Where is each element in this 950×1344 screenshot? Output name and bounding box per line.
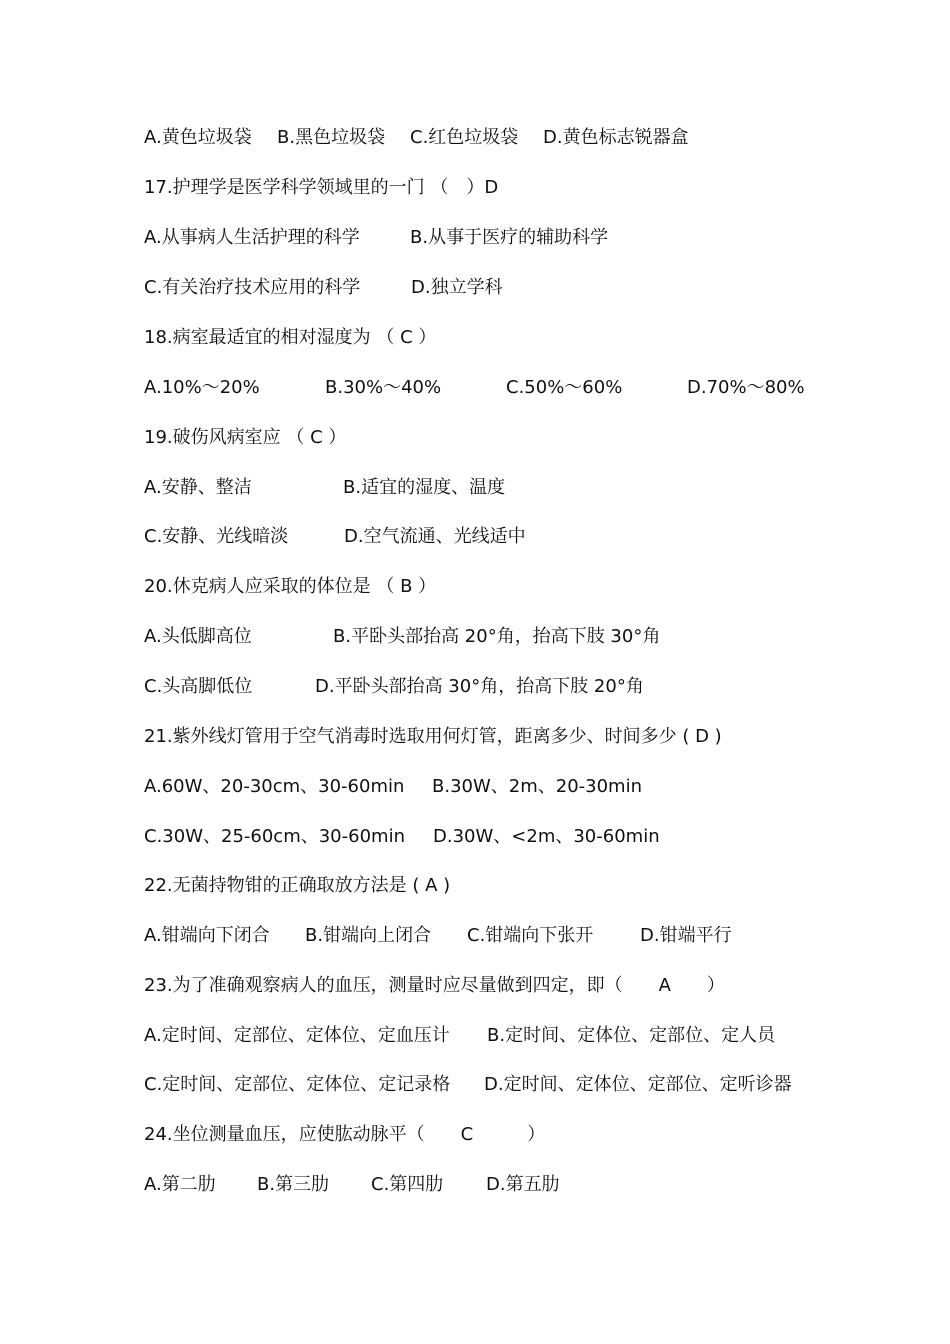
- option-b: B.定时间、定体位、定部位、定人员: [487, 1025, 776, 1046]
- option-a: A.第二肋: [144, 1174, 216, 1195]
- option-b: B.适宜的湿度、温度: [343, 477, 506, 498]
- option-a: A.头低脚高位: [144, 626, 252, 647]
- option-d: D.独立学科: [411, 277, 503, 298]
- question-text: 21.紫外线灯管用于空气消毒时选取用何灯管，距离多少、时间多少 ( D ): [144, 726, 722, 747]
- option-c: C.定时间、定部位、定体位、定记录格: [144, 1074, 451, 1095]
- option-c: C.第四肋: [371, 1174, 444, 1195]
- option-d: D.30W、<2m、30-60min: [433, 826, 660, 847]
- question-text: 19.破伤风病室应 （ C ）: [144, 427, 347, 448]
- option-b: B.从事于医疗的辅助科学: [410, 227, 609, 248]
- option-c: C.有关治疗技术应用的科学: [144, 277, 361, 298]
- option-b: B.第三肋: [257, 1174, 330, 1195]
- option-c: C.头高脚低位: [144, 676, 253, 697]
- option-a: A.10%～20%: [144, 377, 260, 398]
- option-c: C.50%～60%: [506, 377, 623, 398]
- option-a: A.从事病人生活护理的科学: [144, 227, 360, 248]
- option-a: A.安静、整洁: [144, 477, 252, 498]
- option-d: D.平卧头部抬高 30°角，抬高下肢 20°角: [315, 676, 644, 697]
- question-text: 22.无菌持物钳的正确取放方法是 ( A ): [144, 875, 451, 896]
- option-d: D.70%～80%: [687, 377, 805, 398]
- question-text: 23.为了准确观察病人的血压，测量时应尽量做到四定，即（ A ）: [144, 975, 725, 996]
- option-a: A.黄色垃圾袋: [144, 127, 252, 148]
- option-c: C.30W、25-60cm、30-60min: [144, 826, 405, 847]
- question-text: 24.坐位测量血压，应使肱动脉平（ C ）: [144, 1124, 546, 1145]
- question-text: 18.病室最适宜的相对湿度为 （ C ）: [144, 327, 437, 348]
- option-a: A.定时间、定部位、定体位、定血压计: [144, 1025, 450, 1046]
- option-b: B.黑色垃圾袋: [277, 127, 386, 148]
- option-d: D.钳端平行: [640, 925, 732, 946]
- option-d: D.定时间、定体位、定部位、定听诊器: [484, 1074, 792, 1095]
- option-b: B.30%～40%: [325, 377, 442, 398]
- option-a: A.60W、20-30cm、30-60min: [144, 776, 405, 797]
- option-b: B.钳端向上闭合: [305, 925, 432, 946]
- option-d: D.空气流通、光线适中: [344, 526, 526, 547]
- option-b: B.平卧头部抬高 20°角，抬高下肢 30°角: [333, 626, 661, 647]
- option-a: A.钳端向下闭合: [144, 925, 270, 946]
- option-c: C.钳端向下张开: [467, 925, 594, 946]
- option-d: D.第五肋: [486, 1174, 560, 1195]
- question-text: 20.休克病人应采取的体位是 （ B ）: [144, 576, 437, 597]
- option-c: C.安静、光线暗淡: [144, 526, 289, 547]
- question-text: 17.护理学是医学科学领域里的一门 （ ）D: [144, 177, 499, 198]
- option-d: D.黄色标志锐器盒: [543, 127, 689, 148]
- option-c: C.红色垃圾袋: [410, 127, 519, 148]
- option-b: B.30W、2m、20-30min: [432, 776, 643, 797]
